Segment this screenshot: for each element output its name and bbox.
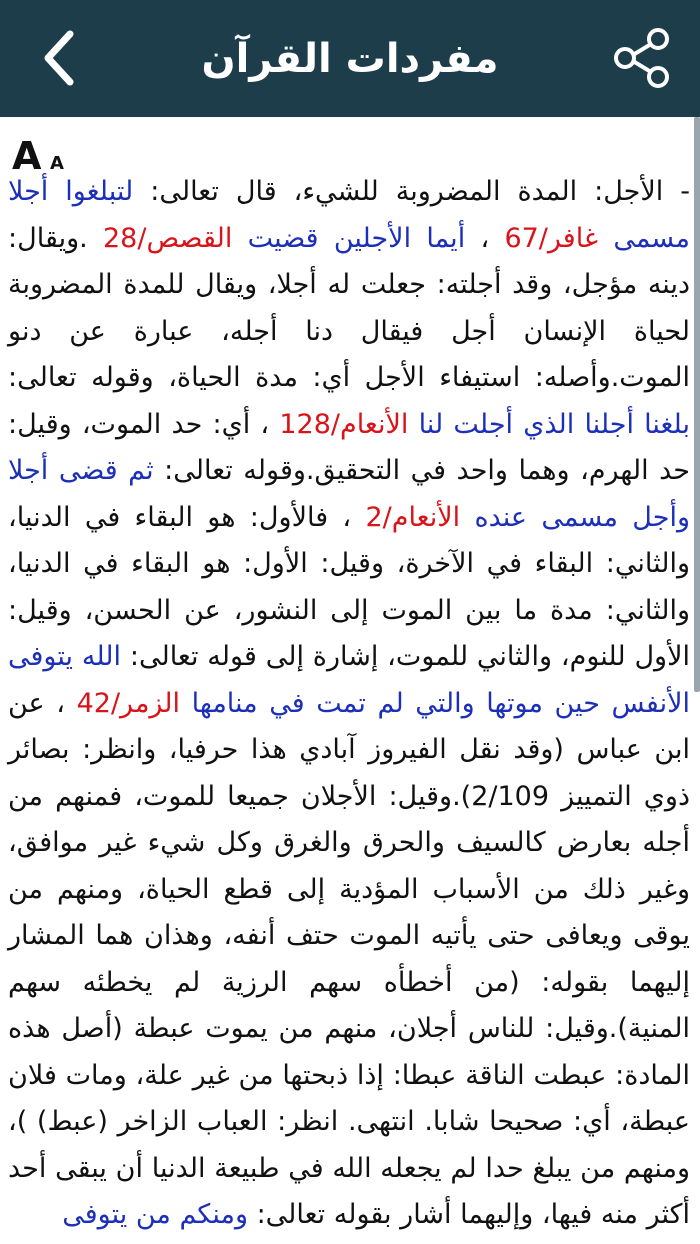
article-text <box>8 169 690 1239</box>
verse-reference[interactable]: الزمر/42 <box>76 687 181 719</box>
verse-quote[interactable]: بلغنا أجلنا الذي أجلت لنا <box>418 408 690 440</box>
body-text: .ويقال: دينه مؤجل، وقد أجلته: جعلت له أجلا، ويقال للمدة المضروبة لحياة الإنسان أجل فيقال دنا أجله، عبارة عن دنو الموت.وأصله: استيفاء الأجل أي: مدة الحياة، وقوله تعالى: <box>8 222 690 393</box>
back-button[interactable] <box>28 24 88 92</box>
body-text: ، فالأول: هو البقاء في الدنيا، والثاني: البقاء في الآخرة، وقيل: الأول: هو البقاء في الدنيا، والثاني: مدة ما بين الموت إلى النشور، عن الحسن، وقيل: الأول للنوم، والثاني للموت، إشارة إلى قوله تعالى: <box>8 501 690 672</box>
verse-quote[interactable]: أيما الأجلين قضيت <box>247 222 466 254</box>
verse-reference[interactable]: القصص/28 <box>103 222 233 254</box>
verse-quote[interactable]: ثم قضى أجلا وأجل مسمى عنده <box>8 455 690 533</box>
verse-quote[interactable]: الله يتوفى الأنفس حين موتها والتي لم تمت في منامها <box>8 641 690 719</box>
body-text <box>598 223 613 254</box>
body-text <box>460 502 474 533</box>
scrollbar[interactable] <box>694 117 700 692</box>
chevron-left-icon <box>38 28 78 88</box>
font-size-large-icon: A <box>12 134 40 178</box>
body-text: ، عن ابن عباس (وقد نقل الفيروز آبادي هذا حرفيا، وانظر: بصائر ذوي التمييز 2/109).وقيل: الأجلان جميعا للموت، فمنهم من أجله بعارض كالسيف والحرق والغرق وكل شيء غير موافق، وغير ذلك من الأسباب المؤدية إلى قطع الحياة، ومنهم من يوقى ويعافى حتى يأتيه الموت حتف أنفه، وهذان هما المشار إليهما بقوله: (من أخطأه سهم الرزية لم يخطئه سهم المنية).وقيل: للناس أجلان، منهم من يموت عبطة (أصل هذه المادة: عبطت الناقة عبطا: إذا ذبحتها من غير علة، ومات فلان عبطة، أي: صحيحا شابا. انتهى. انظر: العباب الزاخر (عبط) )، ومنهم من يبلغ حدا لم يجعله الله في طبيعة الدنيا أن يبقى أحد أكثر منه فيها، وإليهما أشار بقوله تعالى: <box>8 687 690 1230</box>
verse-quote[interactable]: لتبلغوا أجلا مسمى <box>8 176 690 254</box>
verse-reference[interactable]: الأنعام/2 <box>365 501 461 533</box>
body-text: ، أي: حد الموت، وقيل: حد الهرم، وهما واحد في التحقيق.وقوله تعالى: <box>8 408 690 486</box>
app-bar <box>0 0 700 117</box>
body-text <box>180 688 192 719</box>
share-button[interactable] <box>606 22 678 94</box>
body-text: - الأجل: المدة المضروبة للشيء، قال تعالى: <box>133 176 690 207</box>
body-text <box>232 223 247 254</box>
body-text: ، <box>465 222 505 254</box>
font-size-small-icon: A <box>50 153 64 174</box>
body-text <box>408 409 418 440</box>
page-title: مفردات القرآن <box>201 35 499 82</box>
verse-reference[interactable]: الأنعام/128 <box>279 408 409 440</box>
verse-quote[interactable]: ومنكم من يتوفى <box>62 1199 248 1230</box>
share-icon <box>610 26 674 90</box>
verse-reference[interactable]: غافر/67 <box>504 222 599 254</box>
content-area[interactable] <box>0 117 700 1244</box>
